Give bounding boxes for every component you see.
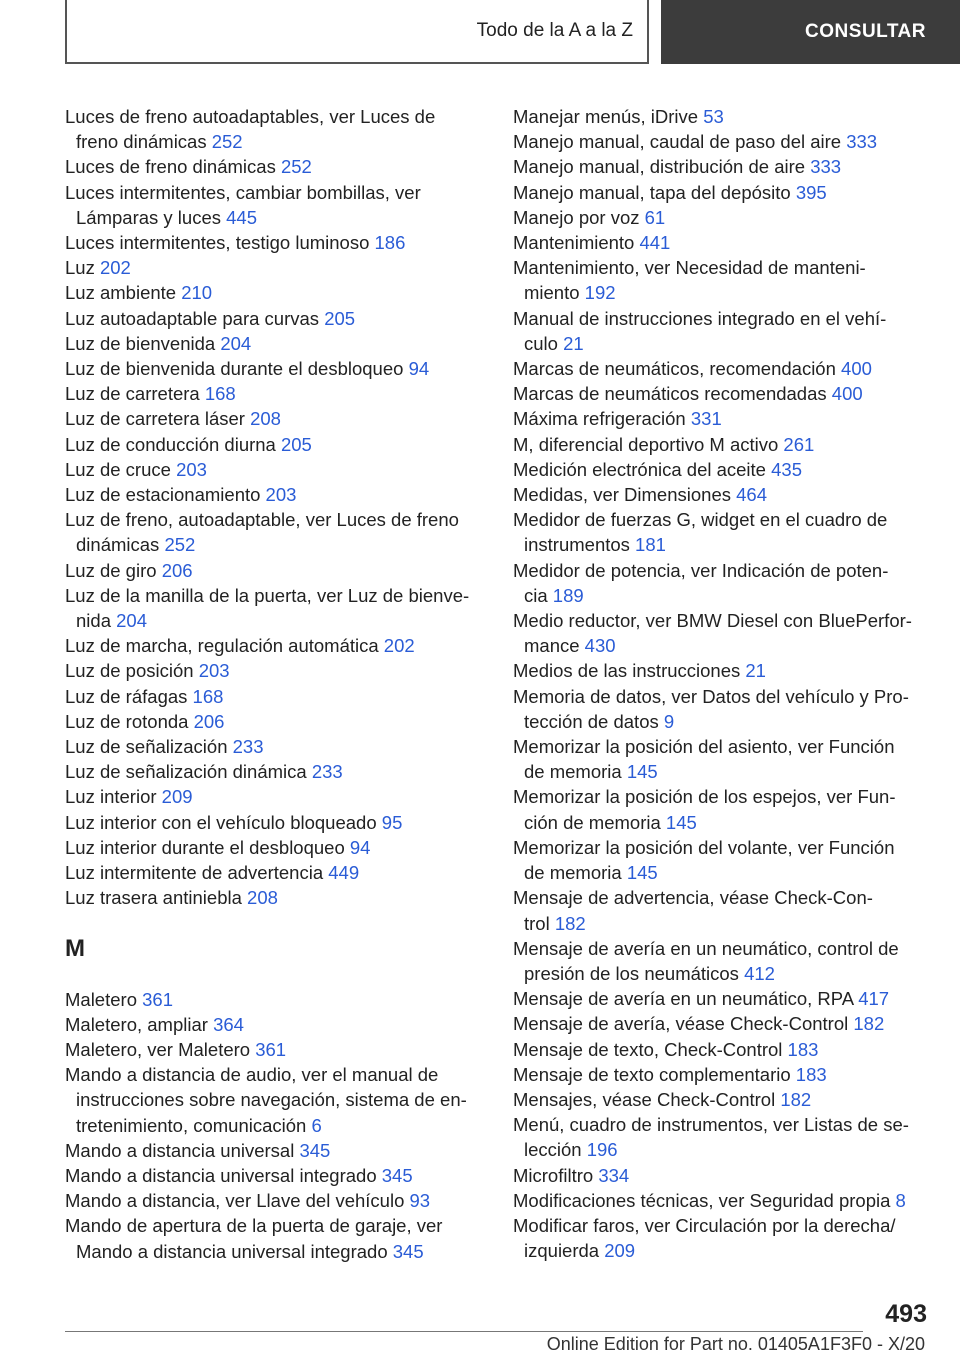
index-entry-text: nida: [76, 610, 117, 632]
page-reference-link[interactable]: 208: [250, 408, 281, 430]
index-entry-text: Manejo por voz: [513, 206, 645, 228]
index-entry: [65, 507, 485, 557]
index-entry: [513, 608, 933, 658]
index-entry-text: Luz de señalización: [65, 736, 233, 758]
page-reference-link[interactable]: 345: [299, 1139, 331, 1161]
page-reference-link[interactable]: 183: [795, 1063, 827, 1085]
index-entry-text: Marcas de neumáticos, recomendación: [513, 358, 842, 380]
index-entry-text: Mensaje de advertencia, véase Check-Con-: [513, 887, 873, 909]
index-entry-text: Mantenimiento: [513, 232, 640, 254]
page-reference-link[interactable]: 202: [383, 635, 415, 657]
page-reference-link[interactable]: 395: [795, 181, 827, 203]
index-entry: [65, 759, 485, 784]
index-entry-text: Mensaje de texto, Check-Control: [513, 1038, 788, 1060]
header-section-box: [65, 0, 649, 64]
index-entry: [513, 936, 933, 986]
page-reference-link[interactable]: 334: [598, 1164, 630, 1186]
footer-edition: Online Edition for Part no. 01405A1F3F0 - X/20: [546, 1334, 925, 1354]
page-reference-link[interactable]: 8: [895, 1189, 906, 1211]
index-column-right: [513, 104, 933, 1263]
page-reference-link[interactable]: 168: [204, 383, 236, 405]
index-entry: [513, 406, 933, 431]
page-reference-link[interactable]: 181: [635, 534, 666, 556]
index-entry-text: Menú, cuadro de instrumentos, ver Listas de se-: [513, 1114, 909, 1136]
index-entry-text: Luces de freno autoadaptables, ver Luces de: [65, 106, 436, 127]
index-entry-text: Mantenimiento, ver Necesidad de manteni-: [513, 257, 866, 279]
index-entry-text: Mensaje de texto complementario: [513, 1063, 796, 1085]
index-entry-text: Microfiltro: [513, 1164, 599, 1186]
page-reference-link[interactable]: 345: [381, 1164, 413, 1186]
index-entry: [65, 987, 485, 1012]
index-entry: [513, 104, 933, 129]
index-entry: [513, 154, 933, 179]
index-entry-text: instrucciones sobre navegación, sistema de en-: [76, 1089, 467, 1111]
index-entry: [513, 885, 933, 935]
index-entry-text: Luz de giro: [65, 559, 162, 581]
index-entry: [513, 129, 933, 154]
page-reference-link[interactable]: 345: [392, 1240, 424, 1262]
index-entry: [65, 306, 485, 331]
index-entry-text: Luces de freno dinámicas: [65, 156, 281, 178]
page-reference-link[interactable]: 333: [810, 156, 842, 178]
index-entry: [513, 205, 933, 230]
index-entry: [65, 1138, 485, 1163]
index-entry-text: Modificar faros, ver Circulación por la derecha/: [513, 1214, 896, 1236]
index-entry: [65, 1163, 485, 1188]
page-reference-link[interactable]: 95: [381, 811, 403, 833]
index-entry-text: Luz de ráfagas: [65, 685, 193, 707]
index-entry: [513, 1112, 933, 1162]
header-tab-label: CONSULTAR: [805, 21, 926, 42]
page-reference-link[interactable]: 361: [255, 1038, 287, 1060]
index-entry-text: Luz de carretera: [65, 383, 205, 405]
index-entry: [65, 1213, 485, 1263]
page-reference-link[interactable]: 182: [554, 912, 586, 934]
page-reference-link[interactable]: 145: [665, 811, 697, 833]
index-entry-text: freno dinámicas: [76, 131, 212, 153]
index-entry: [65, 709, 485, 734]
page-reference-link[interactable]: 93: [409, 1190, 431, 1212]
index-entry-text: Luz: [65, 257, 100, 279]
index-entry: [65, 1037, 485, 1062]
index-entry-text: Memorizar la posición de los espejos, ver Fun-: [513, 786, 896, 808]
page-reference-link[interactable]: 333: [846, 131, 878, 153]
index-entry-text: Luz de posición: [65, 660, 199, 682]
index-entry-text: Luz de señalización dinámica: [65, 761, 312, 783]
index-entry-text: Luces intermitentes, cambiar bombillas, ver: [65, 181, 421, 203]
index-entry-text: Luz interior con el vehículo bloqueado: [65, 811, 382, 833]
index-entry-text: Medidor de potencia, ver Indicación de poten-: [513, 559, 889, 581]
index-entry-text: Manejo manual, caudal de paso del aire: [513, 131, 847, 153]
index-entry: [513, 457, 933, 482]
page-reference-link[interactable]: 233: [311, 761, 343, 783]
index-entry: [513, 482, 933, 507]
page-reference-link[interactable]: 6: [311, 1114, 322, 1136]
index-entry-text: Luz autoadaptable para curvas: [65, 307, 325, 329]
page-reference-link[interactable]: 412: [744, 962, 775, 984]
index-entry-text: culo: [524, 332, 564, 354]
index-entry: [65, 356, 485, 381]
index-entry-text: Maletero, ver Maletero: [65, 1038, 256, 1060]
page-reference-link[interactable]: 233: [232, 736, 264, 758]
index-entry: [65, 835, 485, 860]
index-entry-text: Mensaje de avería en un neumático, control de: [513, 937, 899, 959]
index-entry: [65, 784, 485, 809]
index-entry-text: M, diferencial deportivo M activo: [513, 433, 784, 455]
page-reference-link[interactable]: 204: [220, 332, 252, 354]
page-reference-link[interactable]: 203: [176, 458, 207, 480]
page-reference-link[interactable]: 192: [584, 282, 616, 304]
index-entry-text: Memorizar la posición del asiento, ver Función: [513, 736, 895, 758]
index-entry-text: Luz de conducción diurna: [65, 433, 281, 455]
page-reference-link[interactable]: 205: [324, 307, 356, 329]
index-entry-text: Luz de la manilla de la puerta, ver Luz de bienve-: [65, 584, 470, 606]
page-reference-link[interactable]: 206: [193, 710, 225, 732]
index-entry: [513, 1037, 933, 1062]
page-reference-link[interactable]: 252: [211, 131, 243, 153]
page-reference-link[interactable]: 189: [552, 584, 584, 606]
index-entry: [65, 734, 485, 759]
index-column-left: [65, 104, 485, 1264]
index-entry-text: Maletero, ampliar: [65, 1013, 214, 1035]
page-reference-link[interactable]: 209: [161, 786, 193, 808]
page-reference-link[interactable]: 202: [99, 257, 131, 279]
footer-divider: [65, 1331, 863, 1332]
index-entry-text: presión de los neumáticos: [524, 962, 745, 984]
page-reference-link[interactable]: 21: [563, 332, 584, 354]
index-entry-text: mance: [524, 635, 585, 657]
index-entry: [65, 482, 485, 507]
page-reference-link[interactable]: 261: [783, 433, 815, 455]
page-reference-link[interactable]: 145: [626, 761, 658, 783]
index-entry-text: Modificaciones técnicas, ver Seguridad propia: [513, 1189, 896, 1211]
page-reference-link[interactable]: 464: [736, 484, 767, 506]
index-entry-text: Memoria de datos, ver Datos del vehículo y Pro-: [513, 685, 909, 707]
index-entry: [65, 1062, 485, 1138]
index-entry: [513, 784, 933, 834]
index-entry-text: Medio reductor, ver BMW Diesel con BluePerfor-: [513, 610, 912, 632]
index-entry-text: Luz de bienvenida: [65, 332, 221, 354]
index-entry: [513, 381, 933, 406]
page-reference-link[interactable]: 445: [226, 206, 257, 228]
index-entry-text: tretenimiento, comunicación: [76, 1114, 312, 1136]
page-reference-link[interactable]: 441: [639, 232, 671, 254]
page-reference-link[interactable]: 196: [586, 1139, 618, 1161]
index-entry: [65, 154, 485, 179]
index-entry: [65, 280, 485, 305]
index-entry: [65, 180, 485, 230]
page-reference-link[interactable]: 94: [349, 836, 371, 858]
page-reference-link[interactable]: 400: [841, 358, 872, 380]
page-reference-link[interactable]: 364: [213, 1013, 244, 1035]
index-entry-text: Luz interior durante el desbloqueo: [65, 836, 350, 858]
page-reference-link[interactable]: 449: [328, 862, 360, 884]
index-entry-text: trol: [524, 912, 555, 934]
index-entry-text: Luz de cruce: [65, 458, 177, 480]
index-entry-text: Luces intermitentes, testigo luminoso: [65, 232, 375, 254]
index-entry-text: Luz de freno, autoadaptable, ver Luces de freno: [65, 509, 459, 531]
index-entry-text: Medidor de fuerzas G, widget en el cuadro de: [513, 509, 888, 531]
index-entry: [513, 835, 933, 885]
index-entry-text: dinámicas: [76, 534, 165, 556]
index-entry: [65, 684, 485, 709]
index-entry-text: Mando a distancia universal integrado: [76, 1240, 393, 1262]
index-entry: [513, 507, 933, 557]
index-entry-text: Luz de rotonda: [65, 710, 194, 732]
index-entry: [65, 255, 485, 280]
index-entry: [513, 255, 933, 305]
page-reference-link[interactable]: 203: [265, 484, 297, 506]
index-entry-text: cia: [524, 584, 553, 606]
index-entry-text: Manejo manual, distribución de aire: [513, 156, 811, 178]
index-entry-text: Luz de marcha, regulación automática: [65, 635, 384, 657]
index-entry: [65, 457, 485, 482]
index-entry: [65, 885, 485, 910]
index-entry-text: Medidas, ver Dimensiones: [513, 484, 737, 506]
index-entry-text: Marcas de neumáticos recomendadas: [513, 383, 832, 405]
index-entry: [513, 306, 933, 356]
index-entry-text: Medios de las instrucciones: [513, 660, 746, 682]
page-reference-link[interactable]: 53: [703, 106, 724, 127]
index-entry: [65, 860, 485, 885]
index-entry-text: Manejar menús, iDrive: [513, 106, 704, 127]
index-entry: [513, 356, 933, 381]
page-reference-link[interactable]: 9: [663, 710, 675, 732]
index-entry-text: Mensaje de avería en un neumático, RPA: [513, 988, 859, 1010]
index-entry-text: miento: [524, 282, 585, 304]
index-entry: [65, 331, 485, 356]
index-entry-text: ción de memoria: [524, 811, 666, 833]
index-entry: [65, 104, 485, 154]
page-reference-link[interactable]: 205: [280, 433, 312, 455]
page-reference-link[interactable]: 183: [787, 1038, 819, 1060]
index-entry-text: Luz interior: [65, 786, 162, 808]
header-section-title: Todo de la A a la Z: [476, 20, 633, 41]
index-entry: [513, 432, 933, 457]
page-reference-link[interactable]: 208: [247, 887, 278, 909]
index-entry: [513, 658, 933, 683]
index-entry-text: Manejo manual, tapa del depósito: [513, 181, 796, 203]
index-entry: [513, 180, 933, 205]
index-entry: [65, 810, 485, 835]
index-entry: [513, 986, 933, 1011]
page-reference-link[interactable]: 145: [626, 862, 658, 884]
page-reference-link[interactable]: 182: [780, 1088, 812, 1110]
page-reference-link[interactable]: 331: [690, 408, 722, 430]
index-entry: [65, 1012, 485, 1037]
page-reference-link[interactable]: 186: [374, 232, 406, 254]
index-entry: [513, 1213, 933, 1263]
index-entry: [513, 230, 933, 255]
index-entry-text: Mando de apertura de la puerta de garaje, ver: [65, 1215, 443, 1237]
index-entry: [65, 406, 485, 431]
page-reference-link[interactable]: 400: [831, 383, 863, 405]
index-entry: [513, 1163, 933, 1188]
index-entry-text: Luz de carretera láser: [65, 408, 251, 430]
index-entry-text: Máxima refrigeración: [513, 408, 691, 430]
page-number: 493: [885, 1300, 927, 1328]
index-entry: [65, 658, 485, 683]
page-reference-link[interactable]: 361: [142, 988, 173, 1010]
index-entry-text: de memoria: [524, 761, 627, 783]
index-entry: [65, 381, 485, 406]
index-entry: [513, 558, 933, 608]
page-reference-link[interactable]: 209: [604, 1240, 636, 1262]
index-entry: [513, 684, 933, 734]
index-entry-text: Memorizar la posición del volante, ver Función: [513, 836, 895, 858]
index-entry-text: tección de datos: [524, 710, 664, 732]
index-entry: [513, 1087, 933, 1112]
page-reference-link[interactable]: 61: [644, 206, 666, 228]
page-reference-link[interactable]: 21: [745, 660, 766, 682]
index-entry: [65, 583, 485, 633]
index-entry: [65, 432, 485, 457]
index-entry-text: Luz de estacionamiento: [65, 484, 266, 506]
header-tab-consultar[interactable]: [661, 0, 960, 64]
index-entry: [65, 1188, 485, 1213]
index-entry-text: Medición electrónica del aceite: [513, 458, 772, 480]
index-entry-text: izquierda: [524, 1240, 605, 1262]
page-reference-link[interactable]: 168: [192, 685, 224, 707]
index-entry: [513, 734, 933, 784]
index-entry: [65, 558, 485, 583]
page-reference-link[interactable]: 182: [853, 1013, 885, 1035]
index-entry-text: Mando a distancia universal integrado: [65, 1164, 382, 1186]
page-reference-link[interactable]: 210: [181, 282, 213, 304]
page-reference-link[interactable]: 417: [858, 988, 890, 1010]
index-entry: [513, 1062, 933, 1087]
index-entry: [65, 230, 485, 255]
index-entry: [65, 633, 485, 658]
index-entry: [513, 1188, 933, 1213]
page-reference-link[interactable]: 94: [408, 358, 430, 380]
index-entry-text: Mando a distancia de audio, ver el manual de: [65, 1064, 439, 1086]
index-entry-text: Lámparas y luces: [76, 206, 227, 228]
index-entry-text: Maletero: [65, 988, 143, 1010]
index-entry-text: Mensaje de avería, véase Check-Control: [513, 1013, 854, 1035]
index-entry-text: Mensajes, véase Check-Control: [513, 1088, 781, 1110]
page-reference-link[interactable]: 252: [164, 534, 196, 556]
index-entry-text: Luz ambiente: [65, 282, 182, 304]
index-entry-text: Mando a distancia, ver Llave del vehículo: [65, 1190, 410, 1212]
section-letter-heading: M: [65, 934, 85, 962]
index-entry-text: Manual de instrucciones integrado en el vehí-: [513, 307, 887, 329]
page-reference-link[interactable]: 435: [771, 458, 802, 480]
index-entry-text: instrumentos: [524, 534, 636, 556]
page-reference-link[interactable]: 204: [116, 610, 147, 632]
index-entry-text: Luz intermitente de advertencia: [65, 862, 329, 884]
page-reference-link[interactable]: 430: [584, 635, 616, 657]
index-entry: [513, 1011, 933, 1036]
page-reference-link[interactable]: 203: [198, 660, 230, 682]
index-entry-text: Luz de bienvenida durante el desbloqueo: [65, 358, 409, 380]
index-entry-text: lección: [524, 1139, 587, 1161]
page-reference-link[interactable]: 252: [280, 156, 312, 178]
index-entry-text: Luz trasera antiniebla: [65, 887, 248, 909]
index-entry-text: de memoria: [524, 862, 627, 884]
page-reference-link[interactable]: 206: [161, 559, 193, 581]
index-entry-text: Mando a distancia universal: [65, 1139, 300, 1161]
